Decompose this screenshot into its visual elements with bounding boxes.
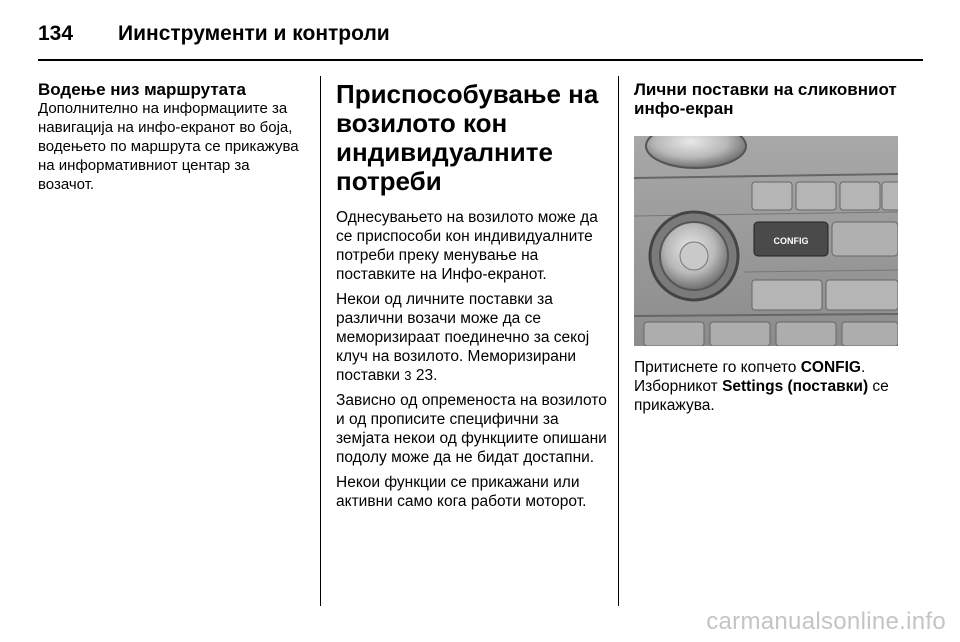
header-rule [38,59,923,61]
route-guidance-heading: Водење низ маршрутата [38,80,246,99]
column-divider-1 [320,76,321,606]
page-header [38,14,923,62]
page-title: Иинструменти и контроли [118,22,390,45]
control-panel-photo [634,136,898,346]
personalization-paragraph-1: Однесувањето на возилото може да се приспособи кон индивидуалните потреби преку менување на поставките на Инфо-екранот. [336,209,598,283]
personalization-heading: Приспособување на возилото кон индивидуалните потреби [336,79,599,196]
personalization-paragraph-2 [336,290,608,385]
caption-settings-label: Settings (поставки) [722,378,869,395]
control-panel-illustration [634,136,898,346]
config-caption [634,358,924,415]
personalization-paragraph-3: Зависно од опременоста на возилото и од прописите специфични за земјата некои од функциите опишани подолу може да не бидат достапни. [336,392,607,466]
watermark: carmanualsonline.info [706,608,946,635]
page-number: 134 [38,22,74,45]
column-route-guidance [38,80,308,194]
config-button-label: CONFIG [773,236,809,246]
caption-config-label: CONFIG [800,359,861,376]
column-vehicle-personalization [336,80,608,511]
personalization-paragraph-4: Некои функции се прикажани или активни само кога работи моторот. [336,474,587,510]
column-divider-2 [618,76,619,606]
caption-part-3: се прикажува. [634,378,889,414]
info-display-settings-heading: Лични поставки на сликовниот инфо-екран [634,80,897,118]
caption-part-1: Притиснете го копчето [634,359,801,376]
column-info-display-settings [634,80,924,415]
page-reference-number: 23. [411,367,438,384]
page-reference-icon: 3 [404,368,412,383]
caption-part-2: . Изборникот [634,359,866,395]
personalization-paragraph-2-text: Некои од личните поставки за различни возачи може да се меморизираат поединечно за секој клуч на возилото. Меморизирани поставки [336,291,590,384]
route-guidance-text: Дополнително на информациите за навигација на инфо-екранот во боја, водењето по маршрута се прикажува на информативниот центар за возачот. [38,100,299,193]
